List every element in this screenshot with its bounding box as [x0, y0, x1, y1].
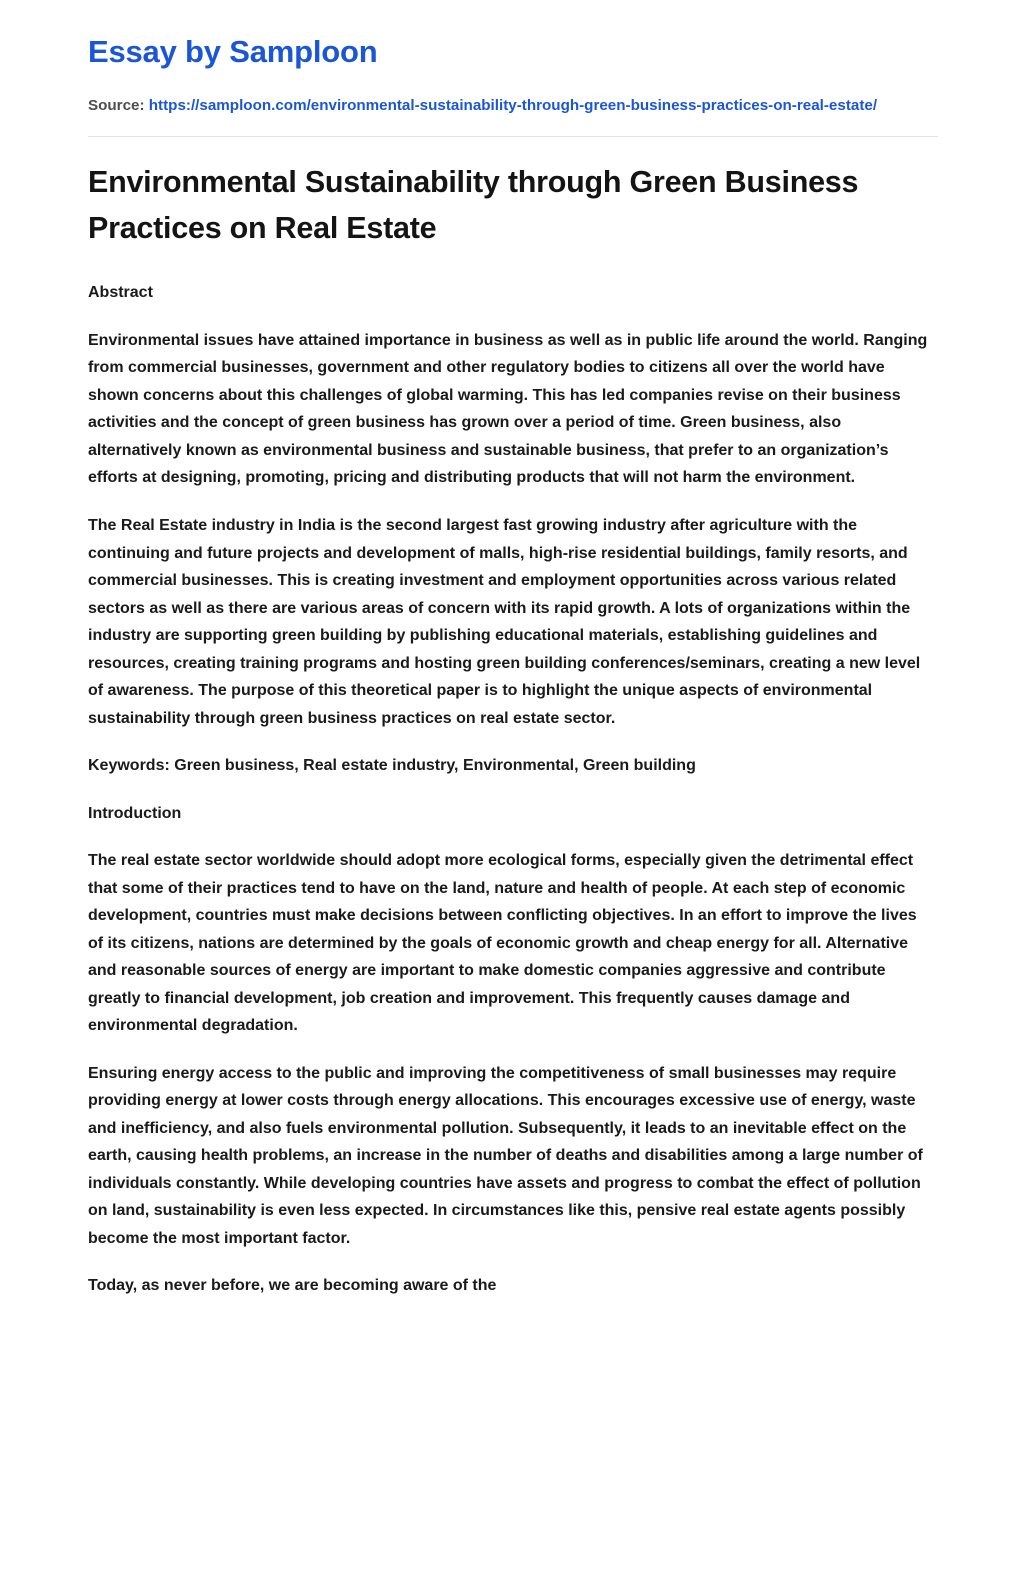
page-title: Environmental Sustainability through Green Business Practices on Real Estate: [88, 164, 859, 246]
paragraph: Environmental issues have attained importance in business as well as in public life around the world. Ranging from commercial businesses, government and other regulatory bodies to citizens all over the world have shown concerns about this challenges of global warming. This has led companies revise on their business activities and the concept of green business has grown over a period of time. Green business, also alternatively known as environmental business and sustainable business, that prefer to an organization’s efforts at designing, promoting, pricing and distributing products that will not harm the environment.: [88, 331, 928, 487]
site-brand-logo[interactable]: Essay by Samploon: [88, 34, 378, 69]
source-url-link[interactable]: https://samploon.com/environmental-sustainability-through-green-business-practices-on-real-estate/: [148, 96, 878, 114]
section-heading-abstract: Abstract: [88, 284, 153, 302]
source-label: Source:: [88, 96, 145, 114]
source-line: [88, 94, 936, 118]
header-divider: [88, 136, 938, 137]
section-heading-introduction: Introduction: [88, 804, 182, 822]
paragraph: Ensuring energy access to the public and improving the competitiveness of small businesses may require providing energy at lower costs through energy allocations. This encourages excessive use of energy, waste and inefficiency, and also fuels environmental pollution. Subsequently, it leads to an inevitable effect on the earth, causing health problems, an increase in the number of deaths and disabilities among a large number of individuals constantly. While developing countries have assets and progress to combat the effect of pollution on land, sustainability is even less expected. In circumstances like this, pensive real estate agents possibly become the most important factor.: [88, 1064, 923, 1247]
paragraph-truncated: Today, as never before, we are becoming aware of the: [88, 1277, 497, 1295]
keywords-line: Keywords: Green business, Real estate industry, Environmental, Green building: [88, 757, 696, 775]
paragraph: The real estate sector worldwide should adopt more ecological forms, especially given the detrimental effect that some of their practices tend to have on the land, nature and health of people. At each step of economic development, countries must make decisions between conflicting objectives. In an effort to improve the lives of its citizens, nations are determined by the goals of economic growth and cheap energy for all. Alternative and reasonable sources of energy are important to make domestic companies aggressive and contribute greatly to financial development, job creation and improvement. This frequently causes damage and environmental degradation.: [88, 852, 917, 1035]
document-body: [88, 279, 936, 1300]
paragraph: The Real Estate industry in India is the second largest fast growing industry after agriculture with the continuing and future projects and development of malls, high-rise residential buildings, family resorts, and commercial businesses. This is creating investment and employment opportunities across various related sectors as well as there are various areas of concern with its rapid growth. A lots of organizations within the industry are supporting green building by publishing educational materials, establishing guidelines and resources, creating training programs and hosting green building conferences/seminars, creating a new level of awareness. The purpose of this theoretical paper is to highlight the unique aspects of environmental sustainability through green business practices on real estate sector.: [88, 516, 921, 727]
